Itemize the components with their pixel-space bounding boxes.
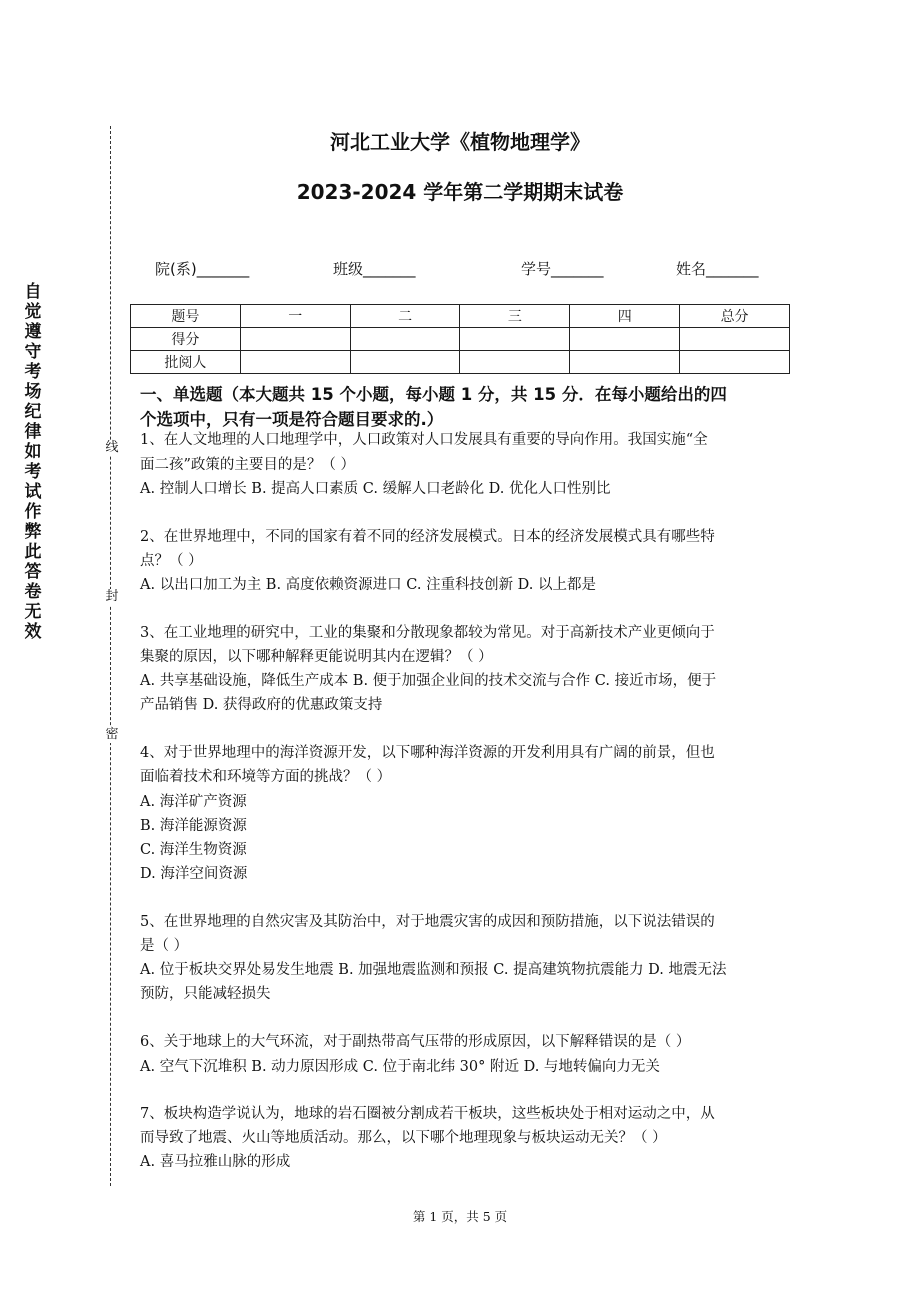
option-line: A. 以出口加工为主 B. 高度依赖资源进口 C. 注重科技创新 D. 以上都是 [140, 577, 597, 593]
seal-mark-mi: 密 [105, 727, 119, 742]
score-table-row-grader [131, 351, 790, 374]
page-number: 第 1 页，共 5 页 [412, 1209, 508, 1224]
score-cell [350, 328, 460, 351]
option-line: D. 海洋空间资源 [140, 866, 248, 882]
question-line: 点？（ ） [140, 553, 203, 569]
section-heading-line: 个选项中，只有一项是符合题目要求的.） [140, 410, 444, 429]
option-line: B. 海洋能源资源 [140, 818, 247, 834]
question-line: 是（ ） [140, 938, 189, 954]
field-class: 班级_______ [333, 260, 416, 278]
exam-title: 河北工业大学《植物地理学》 [330, 130, 590, 154]
score-cell [680, 328, 790, 351]
field-student-id: 学号_______ [521, 260, 604, 278]
score-cell: 总分 [680, 305, 790, 328]
score-cell [460, 351, 570, 374]
question-line: 1、在人文地理的人口地理学中，人口政策对人口发展具有重要的导向作用。我国实施“全 [140, 432, 708, 448]
score-cell [240, 328, 350, 351]
score-cell [350, 351, 460, 374]
seal-dashed-line [110, 126, 111, 1186]
score-cell: 三 [460, 305, 570, 328]
question-line: 面临着技术和环境等方面的挑战？（ ） [140, 769, 392, 785]
score-cell: 得分 [131, 328, 241, 351]
question-line: 集聚的原因，以下哪种解释更能说明其内在逻辑？（ ） [140, 649, 493, 665]
seal-mark-xian: 线 [105, 440, 119, 455]
score-cell: 批阅人 [131, 351, 241, 374]
question-line: 7、板块构造学说认为，地球的岩石圈被分割成若干板块，这些板块处于相对运动之中，从 [140, 1106, 715, 1122]
score-cell: 四 [570, 305, 680, 328]
question-line: 面二孩”政策的主要目的是？（ ） [140, 457, 356, 473]
score-cell: 二 [350, 305, 460, 328]
score-cell [570, 351, 680, 374]
option-line: A. 共享基础设施，降低生产成本 B. 便于加强企业间的技术交流与合作 C. 接近市场，便于 [140, 673, 717, 689]
score-cell [570, 328, 680, 351]
option-line: A. 位于板块交界处易发生地震 B. 加强地震监测和预报 C. 提高建筑物抗震能力 D. 地震无法 [140, 962, 727, 978]
question-line: 3、在工业地理的研究中，工业的集聚和分散现象都较为常见。对于高新技术产业更倾向于 [140, 625, 715, 641]
score-table [130, 304, 790, 374]
score-table-header-row [131, 305, 790, 328]
score-cell [240, 351, 350, 374]
option-line: A. 空气下沉堆积 B. 动力原因形成 C. 位于南北纬 30° 附近 D. 与地转偏向力无关 [140, 1059, 660, 1075]
question-line: 2、在世界地理中，不同的国家有着不同的经济发展模式。日本的经济发展模式具有哪些特 [140, 529, 715, 545]
field-department: 院(系)_______ [155, 260, 250, 278]
option-line: C. 海洋生物资源 [140, 842, 247, 858]
field-name: 姓名_______ [676, 260, 759, 278]
score-table-row-score [131, 328, 790, 351]
seal-mark-feng: 封 [105, 589, 119, 604]
exam-discipline-notice: 自觉遵守考场纪律如考试作弊此答卷无效 [24, 282, 42, 642]
option-line: 预防，只能减轻损失 [140, 986, 271, 1002]
section-heading [140, 382, 780, 432]
exam-subtitle: 2023-2024 学年第二学期期末试卷 [296, 180, 624, 204]
score-cell [680, 351, 790, 374]
question-line: 6、关于地球上的大气环流，对于副热带高气压带的形成原因，以下解释错误的是（ ） [140, 1034, 691, 1050]
section-heading-line: 一、单选题（本大题共 15 个小题，每小题 1 分，共 15 分．在每小题给出的四 [140, 385, 727, 404]
option-line: A. 控制人口增长 B. 提高人口素质 C. 缓解人口老龄化 D. 优化人口性别比 [140, 481, 611, 497]
score-cell [460, 328, 570, 351]
score-cell: 一 [240, 305, 350, 328]
question-line: 5、在世界地理的自然灾害及其防治中，对于地震灾害的成因和预防措施，以下说法错误的 [140, 914, 715, 930]
option-line: A. 海洋矿产资源 [140, 794, 247, 810]
question-line: 而导致了地震、火山等地质活动。那么，以下哪个地理现象与板块运动无关？（ ） [140, 1130, 667, 1146]
option-line: A. 喜马拉雅山脉的形成 [140, 1154, 291, 1170]
question-line: 4、对于世界地理中的海洋资源开发，以下哪种海洋资源的开发利用具有广阔的前景，但也 [140, 745, 715, 761]
option-line: 产品销售 D. 获得政府的优惠政策支持 [140, 697, 383, 713]
score-cell: 题号 [131, 305, 241, 328]
